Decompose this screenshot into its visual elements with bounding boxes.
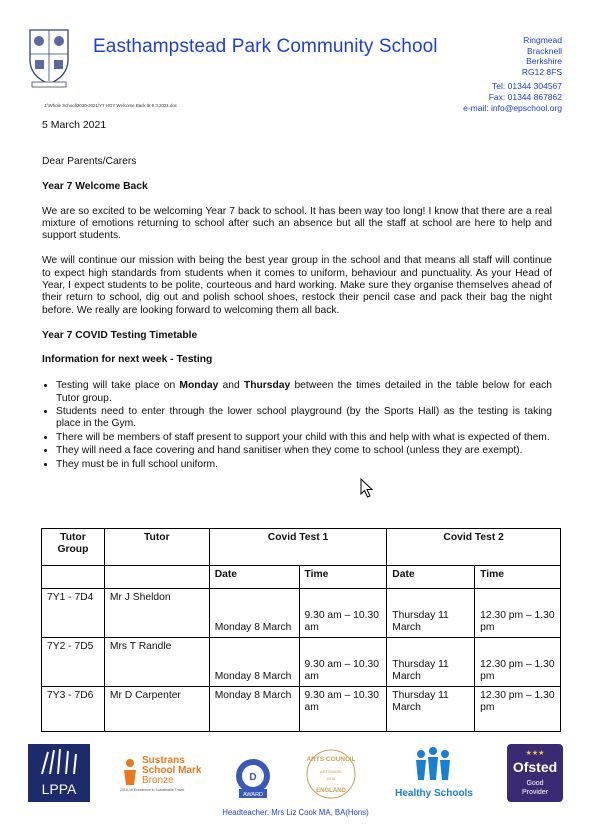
tutor-group-cell: 7Y3 - 7D6 (42, 687, 105, 732)
address-line: Ringmead (523, 35, 562, 45)
column-header-date: Date (387, 566, 475, 589)
arts-council-artsmark-logo (305, 748, 357, 800)
column-header-time: Time (299, 566, 387, 589)
tutor-cell: Mrs T Randle (104, 638, 209, 687)
svg-text:Provider: Provider (521, 789, 549, 796)
telephone: Tel: 01344 304567 (492, 81, 562, 92)
tutor-group-cell: 7Y1 - 7D4 (42, 589, 105, 638)
column-header-covid-test-2: Covid Test 2 (387, 529, 561, 566)
letter-body (42, 156, 552, 471)
tutor-cell: Mr J Sheldon (104, 589, 209, 638)
covid-testing-timetable (41, 528, 561, 732)
table-header-row (42, 529, 561, 566)
sustrans-school-mark-logo: Sustrans School Mark Bronze 2016-18 Excellence in Sustainable Travel (120, 755, 202, 792)
svg-text:ENGLAND: ENGLAND (316, 788, 346, 794)
school-name: Easthampstead Park Community School (93, 36, 438, 57)
headteacher-footer: Headteacher: Mrs Liz Cook MA, BA(Hons) (222, 808, 369, 817)
test1-time-cell: 9.30 am – 10.30 am (299, 589, 387, 638)
test1-time-cell: 9.30 am – 10.30 am (299, 687, 387, 732)
test2-date-cell: Thursday 11 March (387, 687, 475, 732)
svg-text:2018: 2018 (326, 776, 336, 781)
column-header-covid-test-1: Covid Test 1 (209, 529, 387, 566)
salutation: Dear Parents/Carers (42, 156, 137, 167)
svg-text:AWARD: AWARD (242, 792, 264, 798)
svg-text:ARTS COUNCIL: ARTS COUNCIL (306, 756, 356, 763)
tutor-cell: Mr D Carpenter (104, 687, 209, 732)
heading-welcome-back: Year 7 Welcome Back (42, 180, 148, 192)
test2-date-cell: Thursday 11 March (387, 589, 475, 638)
ofsted-good-provider-logo (507, 744, 563, 802)
svg-text:LPPA: LPPA (41, 781, 77, 797)
table-row (42, 638, 561, 687)
svg-text:★★★: ★★★ (525, 749, 545, 757)
paragraph-1: We are so excited to be welcoming Year 7 back to school. It has been way too long! I know that there are a real mixture of emotions returning to school after such an absence but all the staff at school are here to help and support students. (42, 205, 552, 242)
lppa-logo (28, 744, 90, 802)
column-header-date: Date (209, 566, 299, 589)
tutor-group-cell: 7Y2 - 7D5 (42, 638, 105, 687)
fax: Fax: 01344 867862 (488, 91, 562, 102)
table-row (42, 589, 561, 638)
paragraph-2: We will continue our mission with being the best year group in the school and that means all staff will continue to expect high standards from students when it comes to uniform, behaviour and punctuality. As your Head of Year, I expect students to be polite, courteous and hard working. Make sure they organise themselves ahead of their return to school, dig out and polish school shoes, restock their pencil case and pack their bag the night before. We really are looking forward to welcoming them all back. (42, 255, 552, 316)
svg-text:Ofsted: Ofsted (512, 759, 558, 775)
sustrans-figure-icon (120, 758, 140, 786)
address-line: Berkshire (526, 56, 562, 67)
test2-time-cell: 12.30 pm – 1.30 pm (475, 687, 561, 732)
column-header-tutor: Tutor (104, 529, 209, 566)
list-item: • There will be members of staff present to support your child with this and help with what is expected of them. (56, 431, 552, 444)
list-item: • Students need to enter through the lower school playground (by the Sports Hall) as the testing is taking place in the Gym. (56, 405, 552, 431)
mouse-pointer-icon (360, 478, 374, 498)
healthy-schools-figures-icon (411, 746, 455, 784)
address-line: Bracknell (527, 45, 562, 56)
test1-date-cell: Monday 8 March (209, 687, 299, 732)
test2-date-cell: Thursday 11 March (387, 638, 475, 687)
svg-text:ARTSMARK: ARTSMARK (319, 769, 343, 774)
list-item: • They must be in full school uniform. (56, 458, 552, 471)
address-line: RG12 8FS (521, 66, 562, 77)
svg-text:Good: Good (526, 780, 544, 787)
test1-date-cell: Monday 8 March (209, 638, 299, 687)
heading-testing-timetable: Year 7 COVID Testing Timetable (42, 329, 198, 341)
test2-time-cell: 12.30 pm – 1.30 pm (475, 589, 561, 638)
test1-date-cell: Monday 8 March (209, 589, 299, 638)
healthy-schools-logo: Healthy Schools (393, 746, 475, 802)
table-subheader-row (42, 566, 561, 589)
file-path: J:\Whole School\2020-2021\Y7 HOY Welcome Back ltr 5.3.2021.doc (44, 103, 178, 108)
table-row (42, 687, 561, 732)
accreditation-logos (28, 744, 568, 804)
school-crest-logo (26, 26, 72, 88)
test1-time-cell: 9.30 am – 10.30 am (299, 638, 387, 687)
svg-text:D: D (249, 772, 257, 783)
list-item: • Testing will take place on Monday and Thursday between the times detailed in the table below for each Tutor group. (56, 379, 552, 405)
column-header-time: Time (475, 566, 561, 589)
list-item: • They will need a face covering and hand sanitiser when they come to school (unless they are exempt). (56, 444, 552, 457)
subheading-testing-info: Information for next week - Testing (42, 354, 213, 366)
test2-time-cell: 12.30 pm – 1.30 pm (475, 638, 561, 687)
dd-award-badge (233, 756, 273, 800)
testing-info-list (42, 379, 552, 471)
column-header-tutor-group: Tutor Group (42, 529, 105, 566)
letter-date: 5 March 2021 (42, 119, 107, 131)
email-link[interactable]: e-mail: info@epschool.org (463, 102, 562, 113)
school-address (463, 35, 562, 113)
